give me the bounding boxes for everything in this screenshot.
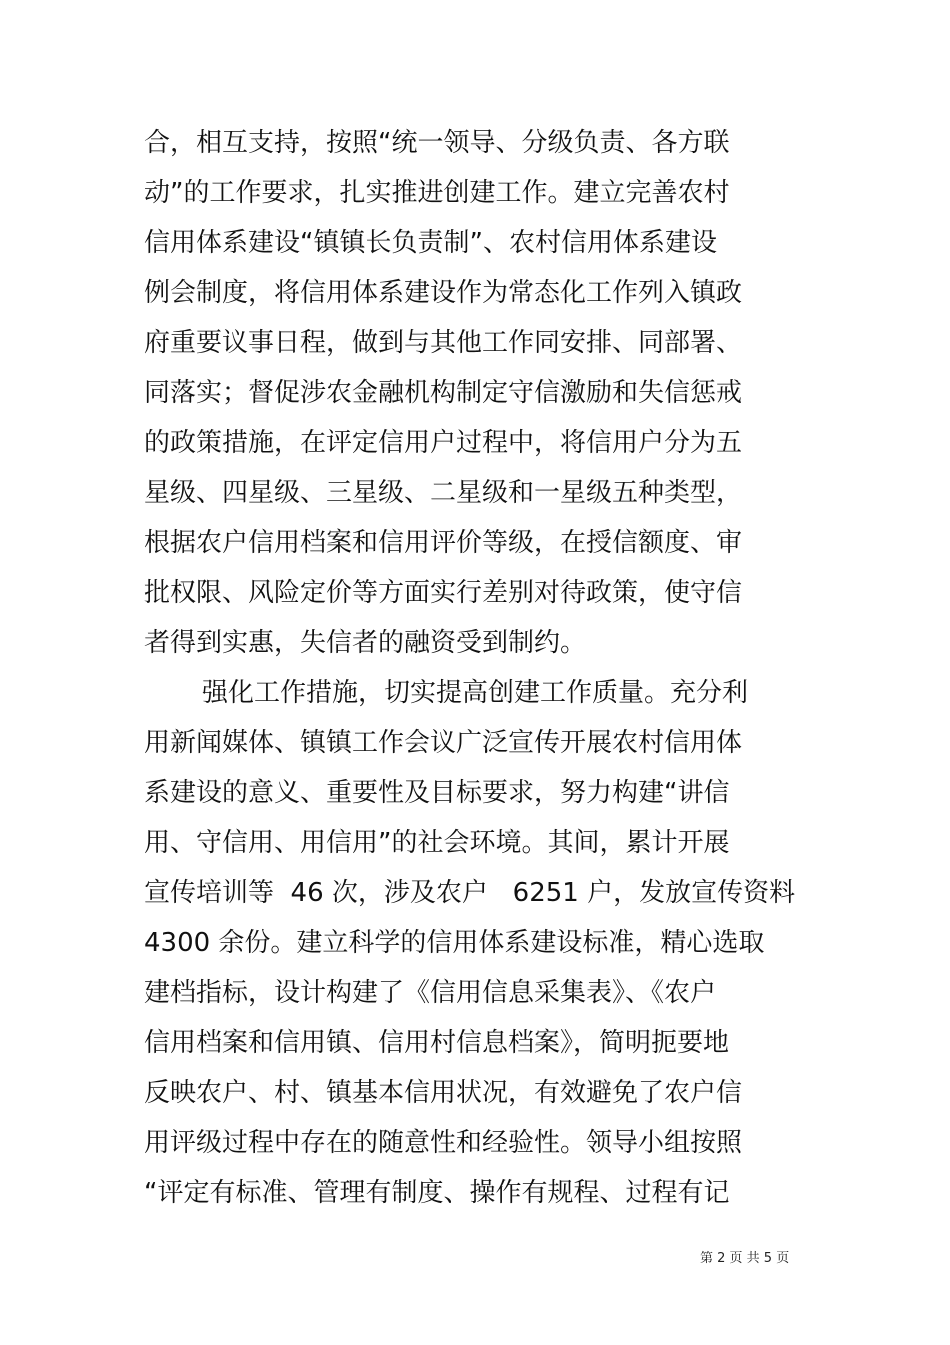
text-line: 合，相互支持，按照“统一领导、分级负责、各方联	[144, 128, 730, 158]
text-line: 用、守信用、用信用”的社会环境。其间，累计开展	[144, 828, 730, 858]
text-line: 同落实；督促涉农金融机构制定守信激励和失信惩戒	[144, 378, 743, 408]
text-line: 的政策措施，在评定信用户过程中，将信用户分为五	[144, 428, 743, 458]
text-line: 反映农户、村、镇基本信用状况，有效避免了农户信	[144, 1078, 743, 1108]
body-text	[144, 118, 824, 1218]
text-line: 根据农户信用档案和信用评价等级，在授信额度、审	[144, 528, 743, 558]
text-line: 用新闻媒体、镇镇工作会议广泛宣传开展农村信用体	[144, 728, 743, 758]
paragraph-start-line: 强化工作措施，切实提高创建工作质量。充分利	[202, 678, 749, 708]
text-line: 者得到实惠，失信者的融资受到制约。	[144, 628, 587, 658]
text-line: 4300 余份。建立科学的信用体系建设标准，精心选取	[144, 928, 765, 958]
text-line: 建档指标，设计构建了《信用信息采集表》、《农户	[144, 978, 717, 1008]
text-line: 信用档案和信用镇、信用村信息档案》，简明扼要地	[144, 1028, 730, 1058]
text-line: 例会制度，将信用体系建设作为常态化工作列入镇政	[144, 278, 743, 308]
page-number: 第 2 页 共 5 页	[700, 1251, 790, 1266]
text-line: “评定有标准、管理有制度、操作有规程、过程有记	[144, 1178, 730, 1208]
text-line: 星级、四星级、三星级、二星级和一星级五种类型，	[144, 478, 743, 508]
text-line: 信用体系建设“镇镇长负责制”、农村信用体系建设	[144, 228, 717, 258]
text-line: 府重要议事日程，做到与其他工作同安排、同部署、	[144, 328, 743, 358]
text-line: 系建设的意义、重要性及目标要求，努力构建“讲信	[144, 778, 730, 808]
text-line: 用评级过程中存在的随意性和经验性。领导小组按照	[144, 1128, 743, 1158]
text-line: 批权限、风险定价等方面实行差别对待政策，使守信	[144, 578, 743, 608]
text-line: 动”的工作要求，扎实推进创建工作。建立完善农村	[144, 178, 730, 208]
text-line: 宣传培训等 46 次，涉及农户 6251 户，发放宣传资料	[144, 878, 796, 908]
